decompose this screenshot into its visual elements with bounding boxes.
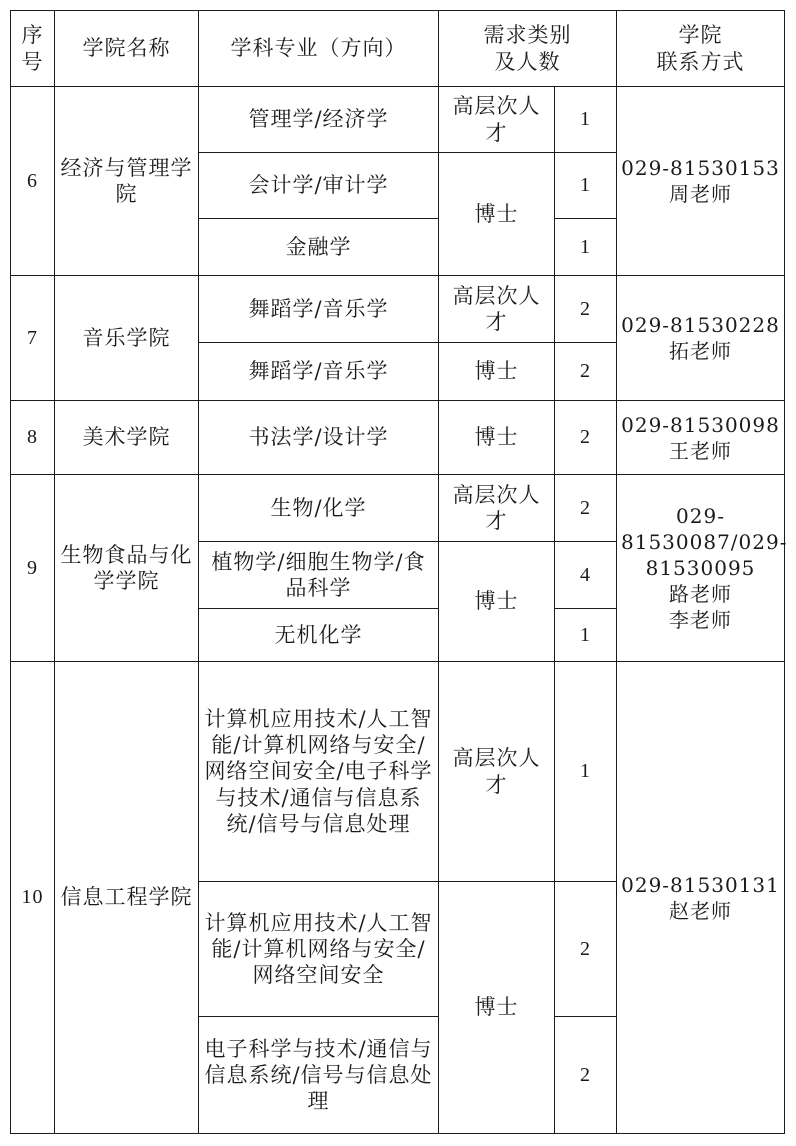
count-cell: 2 — [555, 276, 617, 343]
category-cell: 高层次人才 — [439, 87, 555, 153]
category-cell: 高层次人才 — [439, 276, 555, 343]
contact-cell: 029-81530087/029-81530095 路老师 李老师 — [617, 475, 785, 662]
contact-cell: 029-81530228 拓老师 — [617, 276, 785, 401]
count-cell: 2 — [555, 475, 617, 542]
count-cell: 1 — [555, 153, 617, 219]
major-cell: 金融学 — [199, 219, 439, 276]
seq-cell: 10 — [11, 662, 55, 1134]
major-cell: 生物/化学 — [199, 475, 439, 542]
count-cell: 2 — [555, 882, 617, 1017]
major-cell: 计算机应用技术/人工智能/计算机网络与安全/网络空间安全 — [199, 882, 439, 1017]
header-contact: 学院 联系方式 — [617, 11, 785, 87]
category-cell: 高层次人才 — [439, 662, 555, 882]
table-row — [11, 401, 785, 475]
count-cell: 1 — [555, 219, 617, 276]
category-cell: 博士 — [439, 542, 555, 662]
seq-cell: 6 — [11, 87, 55, 276]
category-cell: 博士 — [439, 401, 555, 475]
count-cell: 2 — [555, 343, 617, 401]
college-cell: 生物食品与化学学院 — [55, 475, 199, 662]
contact-cell: 029-81530153 周老师 — [617, 87, 785, 276]
college-cell: 美术学院 — [55, 401, 199, 475]
table-row — [11, 475, 785, 542]
header-college: 学院名称 — [55, 11, 199, 87]
table-row — [11, 276, 785, 343]
seq-cell: 7 — [11, 276, 55, 401]
count-cell: 1 — [555, 662, 617, 882]
major-cell: 舞蹈学/音乐学 — [199, 343, 439, 401]
table-header-row — [11, 11, 785, 87]
major-cell: 植物学/细胞生物学/食品科学 — [199, 542, 439, 609]
table-row — [11, 662, 785, 882]
major-cell: 管理学/经济学 — [199, 87, 439, 153]
count-cell: 2 — [555, 401, 617, 475]
major-cell: 舞蹈学/音乐学 — [199, 276, 439, 343]
category-cell: 博士 — [439, 153, 555, 276]
category-cell: 高层次人才 — [439, 475, 555, 542]
count-cell: 1 — [555, 609, 617, 662]
college-cell: 信息工程学院 — [55, 662, 199, 1134]
header-demand: 需求类别 及人数 — [439, 11, 617, 87]
category-cell: 博士 — [439, 343, 555, 401]
header-seq: 序 号 — [11, 11, 55, 87]
recruitment-table — [10, 10, 788, 1134]
table-row — [11, 87, 785, 153]
major-cell: 计算机应用技术/人工智能/计算机网络与安全/网络空间安全/电子科学与技术/通信与信息系统/信号与信息处理 — [199, 662, 439, 882]
major-cell: 会计学/审计学 — [199, 153, 439, 219]
count-cell: 2 — [555, 1017, 617, 1134]
contact-cell: 029-81530098 王老师 — [617, 401, 785, 475]
seq-cell: 8 — [11, 401, 55, 475]
category-cell: 博士 — [439, 882, 555, 1134]
seq-cell: 9 — [11, 475, 55, 662]
count-cell: 4 — [555, 542, 617, 609]
college-cell: 经济与管理学院 — [55, 87, 199, 276]
major-cell: 无机化学 — [199, 609, 439, 662]
major-cell: 电子科学与技术/通信与信息系统/信号与信息处理 — [199, 1017, 439, 1134]
contact-cell: 029-81530131 赵老师 — [617, 662, 785, 1134]
major-cell: 书法学/设计学 — [199, 401, 439, 475]
count-cell: 1 — [555, 87, 617, 153]
college-cell: 音乐学院 — [55, 276, 199, 401]
header-major: 学科专业（方向） — [199, 11, 439, 87]
